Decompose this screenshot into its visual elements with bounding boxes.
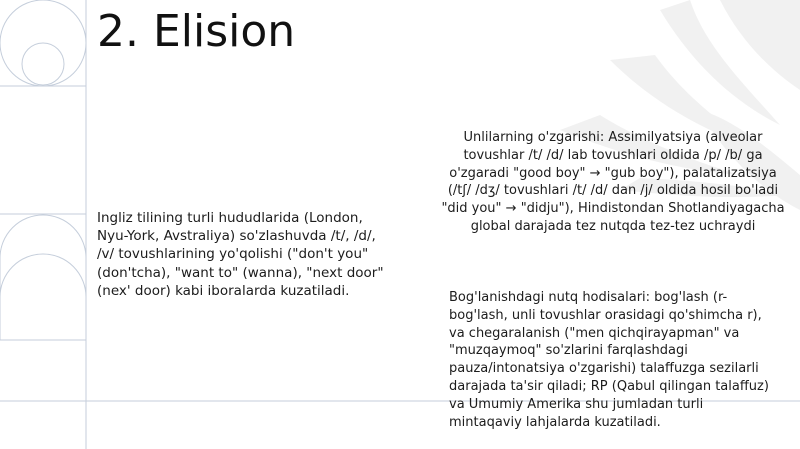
right-top-paragraph: Unlilarning o'zgarishi: Assimilyatsiya (alveolar tovushlar /t/ /d/ lab tovushlari oldida /p/ /b/ ga o'zgaradi "good boy" → "gub boy"), palatalizatsiya (/tʃ/ /dʒ/ tovushlari /t/ /d/ dan /j/ oldida hosil bo'ladi "did you" → "didju"), Hindistondan Shotlandiyagacha global darajada tez nutqda tez-tez uchraydi [441, 130, 785, 234]
left-paragraph: Ingliz tilining turli hududlarida (London, Nyu-York, Avstraliya) so'zlashuvda /t/, /d/, /v/ tovushlarining yo'qolishi ("don't you" (don'tcha), "want to" (wanna), "next door" (nex' door) kabi iboralarda kuzatiladi. [97, 210, 384, 299]
slide-title: 2. Elision [97, 6, 296, 57]
right-bottom-paragraph: Bog'lanishdagi nutq hodisalari: bog'lash (r-bog'lash, unli tovushlar orasidagi qo'shimcha r), va chegaralanish ("men qichqirayapman" va "muzqaymoq" so'zlarini farqlashdagi pauza/intonatsiya o'zgarishi) talaffuzga sezilarli darajada ta'sir qiladi; RP (Qabul qilingan talaffuz) va Umumiy Amerika shu jumladan turli mintaqaviy lahjalarda kuzatiladi. [449, 290, 769, 430]
